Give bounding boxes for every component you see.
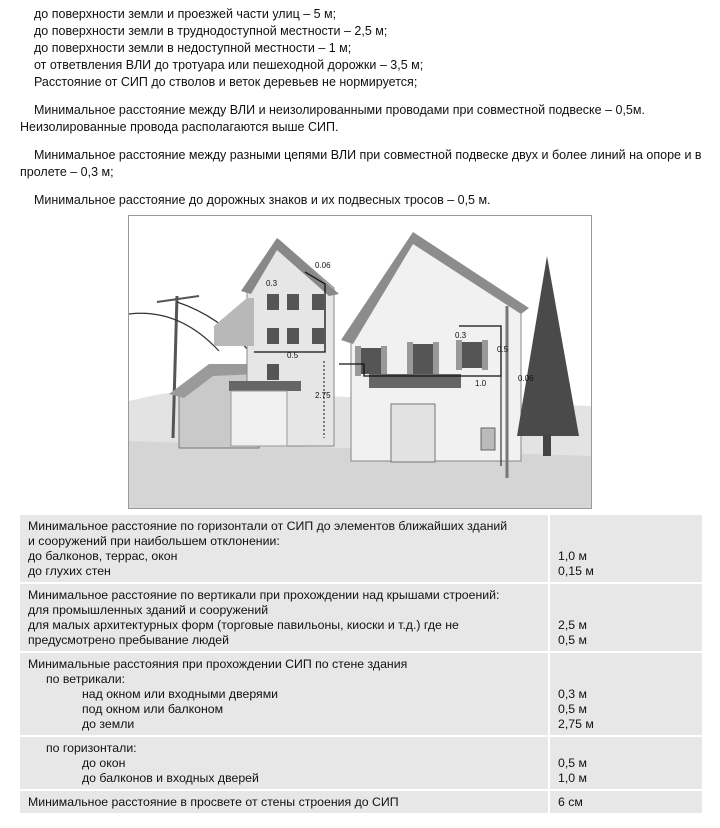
dim-label: 0.3 (455, 331, 467, 340)
dim-label: 0.5 (287, 351, 299, 360)
dim-label: 0.06 (518, 374, 534, 383)
intro-line: Расстояние от СИП до стволов и веток деревьев не нормируется; (34, 75, 418, 89)
table-cell-value: 6 см (549, 790, 703, 814)
table-cell-value: 0,3 м 0,5 м 2,75 м (549, 652, 703, 736)
table-row (19, 514, 703, 583)
table-cell-value: 2,5 м 0,5 м (549, 583, 703, 652)
paragraph: Минимальное расстояние между разными цепями ВЛИ при совместной подвеске двух и более линий на опоре и в пролете – 0,3 м; (20, 148, 702, 179)
table-row (19, 736, 703, 790)
paragraph: Минимальное расстояние между ВЛИ и неизолированными проводами при совместной подвеске – 0,5м. Неизолированные провода располагаются выше СИП. (20, 103, 645, 134)
table-cell-desc: Минимальное расстояние в просвете от стены строения до СИП (19, 790, 549, 814)
house-diagram (128, 215, 592, 509)
text-block (20, 6, 710, 209)
dim-label: 0.06 (315, 261, 331, 270)
table-cell-desc: Минимальные расстояния при прохождении СИП по стене здания по ветрикали: над окном или входными дверями под окном или балконом до земли (19, 652, 549, 736)
house-illustration (129, 216, 591, 508)
dim-label: 1.0 (475, 379, 487, 388)
paragraph: Минимальное расстояние до дорожных знаков и их подвесных тросов – 0,5 м. (34, 193, 491, 207)
dim-label: 0.3 (266, 279, 278, 288)
intro-line: до поверхности земли в труднодоступной местности – 2,5 м; (34, 24, 388, 38)
table-cell-desc: Минимальное расстояние по горизонтали от СИП до элементов ближайших зданий и сооружений при наибольшем отклонении: до балконов, террас, окон до глухих стен (19, 514, 549, 583)
table-row (19, 652, 703, 736)
table-cell-value: 0,5 м 1,0 м (549, 736, 703, 790)
intro-line: до поверхности земли в недоступной местности – 1 м; (34, 41, 352, 55)
clearance-table (18, 513, 704, 815)
table-row (19, 583, 703, 652)
intro-line: от ответвления ВЛИ до тротуара или пешеходной дорожки – 3,5 м; (34, 58, 424, 72)
table-cell-desc: Минимальное расстояние по вертикали при прохождении над крышами строений: для промышленных зданий и сооружений для малых архитектурных форм (торговые павильоны, киоски и т.д.) где не предусмотрено пребывание людей (19, 583, 549, 652)
table-cell-value: 1,0 м 0,15 м (549, 514, 703, 583)
intro-line: до поверхности земли и проезжей части улиц – 5 м; (34, 7, 337, 21)
dim-label: 2.75 (315, 391, 331, 400)
dim-label: 0.5 (497, 345, 509, 354)
table-cell-desc: по горизонтали: до окон до балконов и входных дверей (19, 736, 549, 790)
table-row (19, 790, 703, 814)
